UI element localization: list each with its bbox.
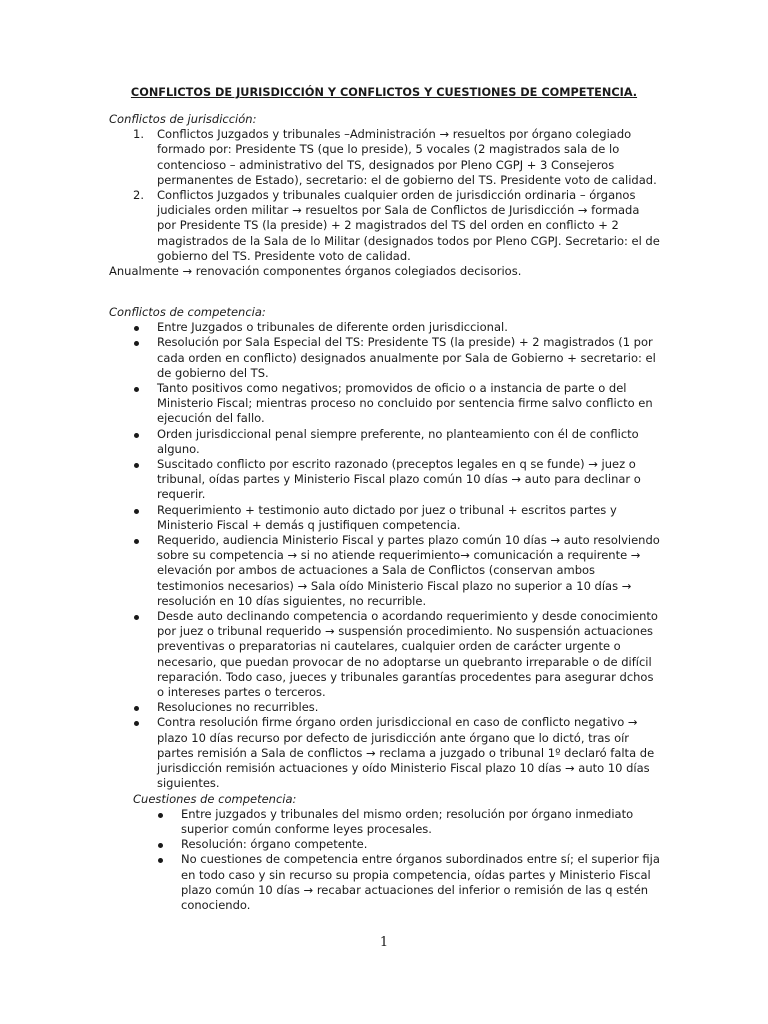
list-item: Resolución por Sala Especial del TS: Presidente TS (la preside) + 2 magistrados (1 por cada orden en conflicto) designados anualmente por Sala de Gobierno + secretario: el de gobierno del TS. [109,335,661,381]
list-item: Suscitado conflicto por escrito razonado (preceptos legales en q se funde) → juez o tribunal, oídas partes y Ministerio Fiscal plazo común 10 días → auto para declinar o requerir. [109,457,661,503]
list-number: 1. [133,127,144,142]
jurisdiccion-heading: Conflictos de jurisdicción: [109,112,257,126]
list-item-text: Conflictos Juzgados y tribunales –Administración → resueltos por órgano colegiado formado por: Presidente TS (que lo preside), 5 vocales (2 magistrados sala de lo contencioso – administrativo del TS, designados por Pleno CGPJ + 3 Consejeros permanentes de Estado), secretario: el de gobierno del TS. Presidente voto de calidad. [157,127,657,187]
jurisdiccion-list [109,127,661,264]
list-item: Entre juzgados y tribunales del mismo orden; resolución por órgano inmediato superior común conforme leyes procesales. [133,807,661,837]
list-item: Entre Juzgados o tribunales de diferente orden jurisdiccional. [109,320,661,335]
competencia-heading: Conflictos de competencia: [109,305,266,319]
competencia-list [109,320,661,791]
list-item [109,127,661,188]
document-title: CONFLICTOS DE JURISDICCIÓN Y CONFLICTOS Y CUESTIONES DE COMPETENCIA. [130,86,638,99]
cuestiones-section [109,792,661,914]
jurisdiccion-section [109,112,661,279]
jurisdiccion-footer: Anualmente → renovación componentes órganos colegiados decisorios. [109,264,522,279]
page-number: 1 [379,935,389,950]
cuestiones-heading: Cuestiones de competencia: [133,791,297,806]
list-item: Requerimiento + testimonio auto dictado por juez o tribunal + escritos partes y Ministerio Fiscal + demás q justifiquen competencia. [109,503,661,533]
list-item: Orden jurisdiccional penal siempre preferente, no planteamiento con él de conflicto alguno. [109,427,661,457]
list-item: Resoluciones no recurribles. [109,700,661,715]
list-item [109,188,661,264]
competencia-section [109,305,661,913]
list-item: Requerido, audiencia Ministerio Fiscal y partes plazo común 10 días → auto resolviendo sobre su competencia → si no atiende requerimiento→ comunicación a requirente → elevación por ambos de actuaciones a Sala de Conflictos (conservan ambos testimonios necesarios) → Sala oído Ministerio Fiscal plazo no superior a 10 días → resolución en 10 días siguientes, no recurrible. [109,533,661,609]
list-item: Tanto positivos como negativos; promovidos de oficio o a instancia de parte o del Ministerio Fiscal; mientras proceso no concluido por sentencia firme salvo conflicto en ejecución del fallo. [109,381,661,427]
cuestiones-list [133,807,661,913]
list-item: Resolución: órgano competente. [133,837,661,852]
list-item: Desde auto declinando competencia o acordando requerimiento y desde conocimiento por juez o tribunal requerido → suspensión procedimiento. No suspensión actuaciones preventivas o preparatorias ni cautelares, cualquier orden de carácter urgente o necesario, que puedan provocar de no adoptarse un quebranto irreparable o de difícil reparación. Todo caso, jueces y tribunales garantías procedentes para asegurar dchos o intereses partes o terceros. [109,609,661,700]
list-item-text: Conflictos Juzgados y tribunales cualquier orden de jurisdicción ordinaria – órganos judiciales orden militar → resueltos por Sala de Conflictos de Jurisdicción → formada por Presidente TS (la preside) + 2 magistrados del TS del orden en conflicto + 2 magistrados de la Sala de lo Militar (designados todos por Pleno CGPJ. Secretario: el de gobierno del TS. Presidente voto de calidad. [157,188,660,263]
list-number: 2. [133,188,144,203]
list-item: No cuestiones de competencia entre órganos subordinados entre sí; el superior fija en todo caso y sin recurso su propia competencia, oídas partes y Ministerio Fiscal plazo común 10 días → recabar actuaciones del inferior o remisión de las q estén conociendo. [133,852,661,913]
list-item: Contra resolución firme órgano orden jurisdiccional en caso de conflicto negativo → plazo 10 días recurso por defecto de jurisdicción ante órgano que lo dictó, tras oír partes remisión a Sala de conflictos → reclama a juzgado o tribunal 1º declaró falta de jurisdicción remisión actuaciones y oído Ministerio Fiscal plazo 10 días → auto 10 días siguientes. [109,715,661,791]
